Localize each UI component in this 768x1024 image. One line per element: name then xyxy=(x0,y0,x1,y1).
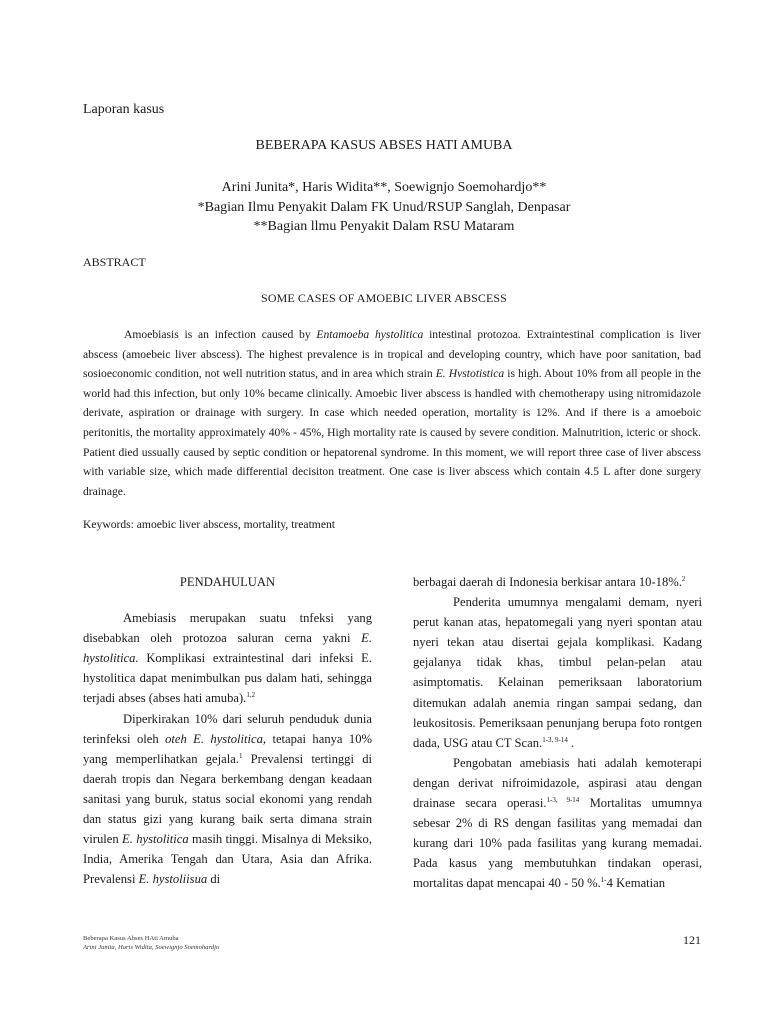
text-run: Mortalitas umumnya sebesar 2% di RS dengan fasilitas yang memadai dan kurang dari 10% pada fasilitas yang kurang memadai. Pada kasus yang membutuhkan tindakan operasi, mortalitas dapat mencapai 40 - 50 %. xyxy=(413,796,702,891)
text-run: Pengobatan amebiasis hati adalah kemoterapi dengan derivat nifroimidazole, aspirasi atau dengan drainase secara operasi. xyxy=(413,755,702,811)
running-title: Beberapa Kasus Abses HAti Amuba xyxy=(83,935,179,942)
text-run: berbagai daerah di Indonesia berkisar antara 10-18%. xyxy=(413,575,682,589)
abstract-label: ABSTRACT xyxy=(83,255,146,269)
text-run: di xyxy=(207,872,221,887)
italic-run: E. hystoliisua xyxy=(138,872,208,887)
abstract-italic-2: E. Hvstotistica xyxy=(435,367,505,381)
italic-run: E. hystolitica xyxy=(122,832,189,847)
text-run: Komplikasi extraintestinal dari infeksi E. hystolitica dapat menimbulkan pus dalam hati, sehingga terjadi abses (abses hati amuba). xyxy=(83,651,372,706)
section-heading: PENDAHULUAN xyxy=(179,575,276,589)
page-number: 121 xyxy=(683,933,701,947)
abstract-text-1: Amoebiasis is an infection caused by xyxy=(124,328,317,341)
text-run: Diperkirakan 10% dari seluruh penduduk dunia terinfeksi oleh xyxy=(83,711,372,746)
left-column xyxy=(83,572,372,889)
article-title: BEBERAPA KASUS ABSES HATI AMUBA xyxy=(255,138,513,153)
section-label: Laporan kasus xyxy=(83,102,165,117)
abstract-body xyxy=(83,325,701,501)
citation-sup: 1-3, 9-14 xyxy=(542,735,568,744)
citation-sup: 1- xyxy=(600,876,607,885)
text-run: . xyxy=(567,735,575,750)
author-names: Arini Junita*, Haris Widita**, Soewignjo Soemohardjo** xyxy=(221,180,547,195)
running-authors: Arini Junita, Haris Widita, Soewignjo Soemohardjo xyxy=(83,943,220,951)
text-run: Amebiasis merupakan suatu tnfeksi yang disebabkan oleh protozoa saluran cerna yakni xyxy=(83,611,372,646)
text-run: Prevalensi tertinggi di daerah tropis dan Negara berkembang dengan keadaan sanitasi yang buruk, status social ekonomi yang rendah dan status gizi yang kurang baik serta dimana strain virulen xyxy=(83,751,372,847)
running-footer xyxy=(83,935,219,952)
text-run: masih tinggi. Misalnya di Meksiko, India, Amerika Tengah dan Utara, Asia dan Afrika. Prevalensi xyxy=(83,832,372,887)
citation-sup: 1,2 xyxy=(246,691,256,700)
abstract-text-3: is high. About 10% from all people in the world had this infection, but only 10% became clinically. Amoebic liver abscess is handled with chemotherapy using nitromidazole derivate, aspiration or drainage with surgery. In case which needed operation, mortality is 12%. And if there is a amoeboic peritonitis, the mortality approximately 40% - 45%, High mortality rate is caused by severe condition. Malnutrition, icteric or shock. Patient died ussually caused by septic condition or hepatorenal syndrome. In this moment, we will report three case of liver abscess with variable size, which made differential decisiton treatment. One case is liver abscess which contain 4.5 L after done surgery drainage. xyxy=(83,367,701,498)
abstract-italic-1: Entamoeba hystolitica xyxy=(316,328,424,341)
right-paragraph-3 xyxy=(413,753,702,894)
italic-run: oteh E. hystolitica, xyxy=(165,731,267,746)
author-block xyxy=(0,178,768,237)
keywords: Keywords: amoebic liver abscess, mortality, treatment xyxy=(83,518,335,531)
citation-sup: 1 xyxy=(238,751,243,760)
italic-run: E. hystolitica. xyxy=(83,631,372,666)
affiliation-1: *Bagian Ilmu Penyakit Dalam FK Unud/RSUP Sanglah, Denpasar xyxy=(197,199,571,215)
citation-sup: 1-3, 9-14 xyxy=(546,796,580,805)
right-paragraph-2 xyxy=(413,592,702,753)
text-run: 4 Kematian xyxy=(606,876,666,891)
abstract-text-2: intestinal protozoa. Extraintestinal complication is liver abscess (amoebeic liver abscess). The highest prevalence is in tropical and developing country, which have poor sanitation, bad sosioeconomic condition, not well nutrition status, and in area which strain xyxy=(83,328,702,381)
abstract-title: SOME CASES OF AMOEBIC LIVER ABSCESS xyxy=(261,291,507,305)
text-run: tetapai hanya 10% yang memperlihatkan gejala. xyxy=(83,731,372,766)
text-run: Penderita umumnya mengalami demam, nyeri perut kanan atas, hepatomegali yang nyeri spontan atau nyeri tekan atau disertai gejala komplikasi. Kadang gejalanya tidak khas, timbul pelan-pelan atau asimptomatis. Kelainan pemeriksaan laboratorium ditemukan adalah anemia ringan sampai sedang, dan leukositosis. Pemeriksaan penunjang berupa foto rontgen dada, USG atau CT Scan. xyxy=(413,595,702,750)
citation-sup: 2 xyxy=(681,575,686,583)
left-paragraph-2 xyxy=(83,709,372,890)
right-paragraph-1 xyxy=(413,572,702,592)
right-column xyxy=(413,572,702,894)
left-paragraph-1 xyxy=(83,608,372,708)
affiliation-2: **Bagian llmu Penyakit Dalam RSU Mataram xyxy=(253,219,515,234)
